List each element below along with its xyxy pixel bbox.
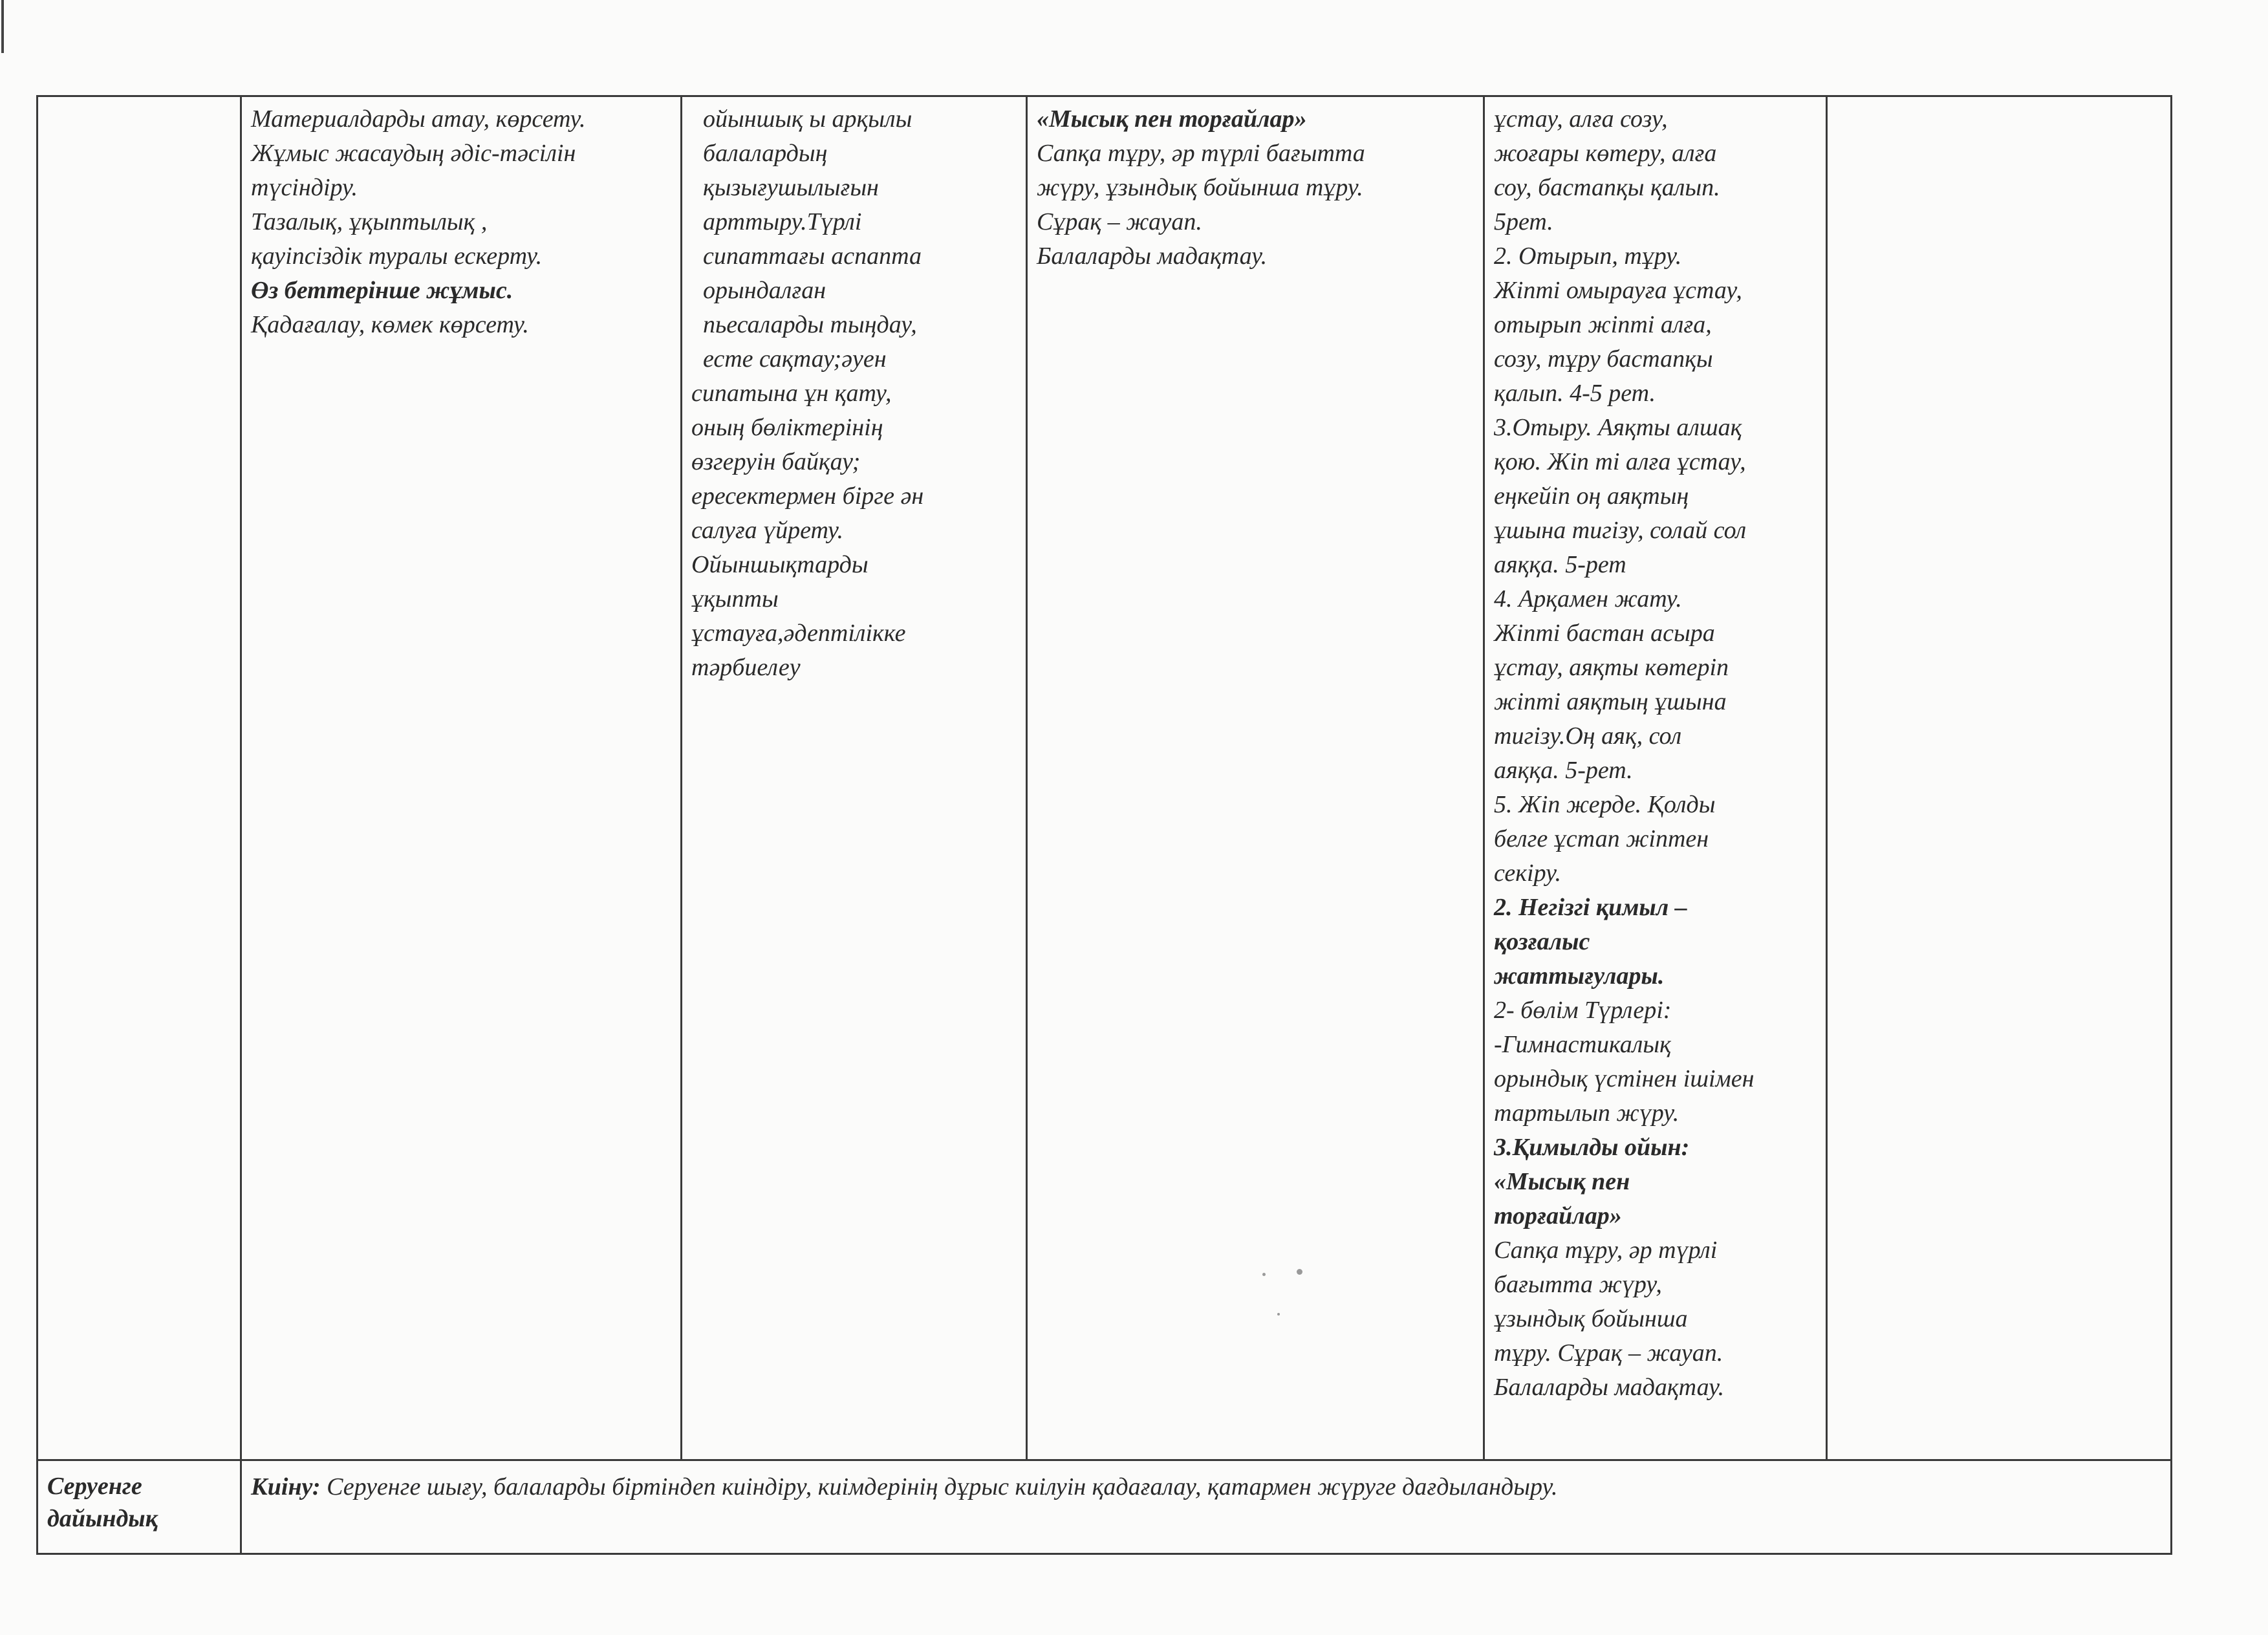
- text-line: ұстау, алға созу,: [1494, 105, 1668, 133]
- table-row: [38, 1460, 2172, 1554]
- text-line: тәрбиелеу: [691, 654, 801, 681]
- text-line: 2. Негізгі қимыл –: [1494, 894, 1687, 921]
- walk-prep-text-cell: [241, 1460, 2172, 1554]
- text-line: Тазалық, ұқыптылық ,: [251, 208, 488, 235]
- text-line: бағытта жүру,: [1494, 1271, 1662, 1298]
- text-line: 3.Отыру. Аяқты алшақ: [1494, 414, 1742, 441]
- text-line: салуға үйрету.: [691, 517, 843, 544]
- text-line: аяққа. 5-рет.: [1494, 757, 1633, 784]
- text-line: созу, тұру бастапқы: [1494, 345, 1713, 373]
- text-line: 2. Отырып, тұру.: [1494, 243, 1682, 270]
- game-cell: [1027, 96, 1484, 1460]
- materials-cell: [241, 96, 682, 1460]
- text-line: қызығушылығын: [703, 174, 879, 201]
- text-line: аяққа. 5-рет: [1494, 551, 1626, 578]
- text-line: орындалған: [703, 277, 826, 304]
- dressing-text: Серуенге шығу, балаларды біртіндеп киіндіру, киімдерінің дұрыс киілуін қадағалау, қатармен жүруге дағдыландыру.: [320, 1473, 1558, 1500]
- text-line: еңкейіп оң аяқтың: [1494, 482, 1689, 510]
- text-line: -Гимнастикалық: [1494, 1031, 1671, 1058]
- text-line: Ойыншықтарды: [691, 551, 869, 578]
- text-line: оның бөліктерінің: [691, 414, 883, 441]
- text-line: қозғалыс: [1494, 928, 1590, 955]
- text-line: «Мысық пен: [1494, 1168, 1630, 1195]
- text-line: белге ұстап жіптен: [1494, 825, 1709, 852]
- text-line: жіпті аяқтың ұшына: [1494, 688, 1727, 715]
- text-line: жоғары көтеру, алға: [1494, 140, 1717, 167]
- text-line: Материалдарды атау, көрсету.: [251, 105, 586, 133]
- text-line: тартылып жүру.: [1494, 1099, 1679, 1127]
- text-line: жаттығулары.: [1494, 962, 1665, 990]
- text-line: Сапқа тұру, әр түрлі: [1494, 1237, 1718, 1264]
- lesson-plan-table: [36, 95, 2172, 1555]
- text-line: қауіпсіздік туралы ескерту.: [251, 243, 543, 270]
- text-line: 4. Арқамен жату.: [1494, 585, 1682, 612]
- text-line: қою. Жіп ті алға ұстау,: [1494, 448, 1746, 475]
- text-line: ұстауға,әдептілікке: [691, 620, 906, 647]
- text-line: 3.Қимылды ойын:: [1494, 1134, 1690, 1161]
- text-line: ұшына тигізу, солай сол: [1494, 517, 1747, 544]
- text-line: Қадағалау, көмек көрсету.: [251, 311, 529, 338]
- text-line: отырып жіпті алға,: [1494, 311, 1712, 338]
- text-line: балалардың: [703, 140, 828, 167]
- text-line: Сұрақ – жауап.: [1037, 208, 1202, 235]
- text-line: Балаларды мадақтау.: [1494, 1374, 1725, 1401]
- text-line: торғайлар»: [1494, 1202, 1622, 1229]
- text-line: Өз беттерінше жұмыс.: [251, 277, 513, 304]
- text-line: түсіндіру.: [251, 174, 358, 201]
- text-line: Балаларды мадақтау.: [1037, 243, 1268, 270]
- text-line: «Мысық пен торғайлар»: [1037, 105, 1307, 133]
- row-label-cell: [38, 96, 241, 1460]
- music-cell: [682, 96, 1027, 1460]
- text-line: пьесаларды тыңдау,: [703, 311, 917, 338]
- text-line: Сапқа тұру, әр түрлі бағытта: [1037, 140, 1365, 167]
- text-line: 5рет.: [1494, 208, 1553, 235]
- text-line: ұзындық бойынша: [1494, 1305, 1688, 1332]
- text-line: Жіпті омырауға ұстау,: [1494, 277, 1742, 304]
- scan-margin-mark: [1, 0, 4, 53]
- physical-exercise-cell: [1484, 96, 1827, 1460]
- text-line: өзгеруін байқау;: [691, 448, 861, 475]
- table-row: [38, 96, 2172, 1460]
- text-line: секіру.: [1494, 860, 1562, 887]
- text-line: қалып. 4-5 рет.: [1494, 380, 1656, 407]
- dressing-key: Киіну:: [251, 1473, 321, 1500]
- table-wrapper: [36, 95, 2172, 1555]
- walk-prep-label-cell: [38, 1460, 241, 1554]
- text-line: сипаттағы аспапта: [703, 243, 922, 270]
- text-line: соу, бастапқы қалып.: [1494, 174, 1720, 201]
- text-line: 2- бөлім Түрлері:: [1494, 997, 1672, 1024]
- text-line: жүру, ұзындық бойынша тұру.: [1037, 174, 1363, 201]
- walk-prep-label-line2: дайындық: [47, 1505, 158, 1532]
- text-line: тигізу.Оң аяқ, сол: [1494, 722, 1682, 750]
- text-line: Жіпті бастан асыра: [1494, 620, 1715, 647]
- text-line: ұстау, аяқты көтеріп: [1494, 654, 1729, 681]
- empty-cell: [1827, 96, 2172, 1460]
- text-line: есте сақтау;әуен: [703, 345, 887, 373]
- text-line: ойыншық ы арқылы: [703, 105, 913, 133]
- text-line: орындық үстінен ішімен: [1494, 1065, 1755, 1092]
- text-line: ұқыпты: [691, 585, 779, 612]
- text-line: Жұмыс жасаудың әдіс-тәсілін: [251, 140, 576, 167]
- walk-prep-label-line1: Серуенге: [47, 1473, 142, 1500]
- text-line: тұру. Сұрақ – жауап.: [1494, 1339, 1723, 1367]
- text-line: ересектермен бірге ән: [691, 482, 924, 510]
- text-line: сипатына ұн қату,: [691, 380, 892, 407]
- text-line: 5. Жіп жерде. Қолды: [1494, 791, 1716, 818]
- text-line: арттыру.Түрлі: [703, 208, 862, 235]
